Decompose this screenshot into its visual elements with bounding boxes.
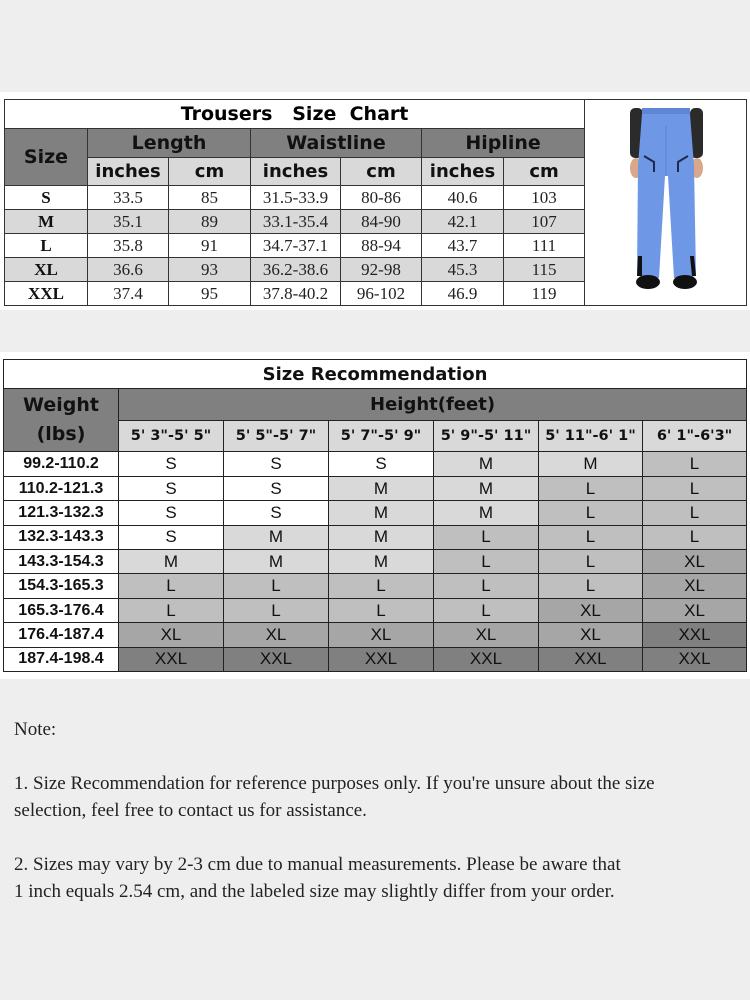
recommended-size: S xyxy=(119,525,224,549)
recommended-size: L xyxy=(119,574,224,598)
height-range-header: 6' 1"-6'3" xyxy=(643,420,747,452)
size-label: XXL xyxy=(5,282,88,306)
cell: 107 xyxy=(504,210,585,234)
cell: 35.1 xyxy=(88,210,169,234)
weight-range: 132.3-143.3 xyxy=(4,525,119,549)
recommended-size: XXL xyxy=(643,647,747,671)
trousers-product-image xyxy=(616,106,716,296)
cell: 40.6 xyxy=(422,186,504,210)
table-row xyxy=(4,501,747,525)
recommended-size: L xyxy=(539,525,643,549)
recommended-size: L xyxy=(643,476,747,500)
size-label: XL xyxy=(5,258,88,282)
cell: 93 xyxy=(169,258,251,282)
note-item-1-line-1: 1. Size Recommendation for reference purposes only. If you're unsure about the size xyxy=(14,773,655,794)
unit-header: cm xyxy=(169,158,251,186)
recommended-size: S xyxy=(224,476,329,500)
cell: 33.1-35.4 xyxy=(251,210,341,234)
recommended-size: L xyxy=(434,550,539,574)
recommendation-title: Size Recommendation xyxy=(4,360,747,389)
recommended-size: XL xyxy=(119,623,224,647)
height-range-header: 5' 7"-5' 9" xyxy=(329,420,434,452)
recommended-size: L xyxy=(539,476,643,500)
cell: 84-90 xyxy=(341,210,422,234)
recommended-size: M xyxy=(329,476,434,500)
table-row xyxy=(4,598,747,622)
hipline-header: Hipline xyxy=(422,129,585,158)
recommended-size: XL xyxy=(643,574,747,598)
product-image-cell xyxy=(585,100,747,306)
unit-header: cm xyxy=(504,158,585,186)
size-label: L xyxy=(5,234,88,258)
recommended-size: M xyxy=(119,550,224,574)
cell: 111 xyxy=(504,234,585,258)
table-row xyxy=(4,647,747,671)
right-boot xyxy=(673,275,697,289)
recommended-size: XXL xyxy=(224,647,329,671)
cell: 95 xyxy=(169,282,251,306)
recommended-size: L xyxy=(434,525,539,549)
unit-header: inches xyxy=(88,158,169,186)
weight-range: 154.3-165.3 xyxy=(4,574,119,598)
recommended-size: L xyxy=(224,598,329,622)
cell: 33.5 xyxy=(88,186,169,210)
weight-range: 143.3-154.3 xyxy=(4,550,119,574)
table-row xyxy=(4,623,747,647)
recommended-size: XL xyxy=(329,623,434,647)
table-row xyxy=(4,452,747,476)
recommended-size: L xyxy=(119,598,224,622)
size-header: Size xyxy=(5,129,88,186)
note-item-1-line-2: selection, feel free to contact us for assistance. xyxy=(14,800,367,821)
recommended-size: XL xyxy=(539,598,643,622)
cell: 31.5-33.9 xyxy=(251,186,341,210)
note-item-2-line-1: 2. Sizes may vary by 2-3 cm due to manual measurements. Please be aware that xyxy=(14,854,621,875)
cell: 115 xyxy=(504,258,585,282)
cell: 91 xyxy=(169,234,251,258)
cell: 37.4 xyxy=(88,282,169,306)
recommended-size: XL xyxy=(643,598,747,622)
recommended-size: L xyxy=(434,574,539,598)
cell: 92-98 xyxy=(341,258,422,282)
recommended-size: M xyxy=(329,501,434,525)
chart-title: Trousers Size Chart xyxy=(5,100,585,129)
recommended-size: XXL xyxy=(539,647,643,671)
recommended-size: M xyxy=(329,550,434,574)
recommended-size: L xyxy=(643,525,747,549)
recommended-size: S xyxy=(224,501,329,525)
cell: 89 xyxy=(169,210,251,234)
cell: 96-102 xyxy=(341,282,422,306)
recommended-size: L xyxy=(643,452,747,476)
weight-range: 176.4-187.4 xyxy=(4,623,119,647)
unit-header: inches xyxy=(251,158,341,186)
recommended-size: XL xyxy=(224,623,329,647)
height-range-header: 5' 9"-5' 11" xyxy=(434,420,539,452)
recommended-size: M xyxy=(329,525,434,549)
cell: 36.6 xyxy=(88,258,169,282)
notes-section xyxy=(14,716,739,905)
height-range-header: 5' 5"-5' 7" xyxy=(224,420,329,452)
recommended-size: XL xyxy=(434,623,539,647)
cell: 36.2-38.6 xyxy=(251,258,341,282)
recommended-size: M xyxy=(434,476,539,500)
recommended-size: M xyxy=(224,525,329,549)
recommended-size: L xyxy=(329,598,434,622)
table-row xyxy=(4,525,747,549)
trousers-size-chart xyxy=(4,99,747,306)
cell: 37.8-40.2 xyxy=(251,282,341,306)
cell: 103 xyxy=(504,186,585,210)
cell: 43.7 xyxy=(422,234,504,258)
table-row xyxy=(4,574,747,598)
cell: 46.9 xyxy=(422,282,504,306)
recommended-size: XXL xyxy=(329,647,434,671)
size-label: S xyxy=(5,186,88,210)
recommended-size: XXL xyxy=(643,623,747,647)
weight-range: 121.3-132.3 xyxy=(4,501,119,525)
note-item-2-line-2: 1 inch equals 2.54 cm, and the labeled size may slightly differ from your order. xyxy=(14,881,615,902)
recommended-size: XXL xyxy=(119,647,224,671)
unit-header: inches xyxy=(422,158,504,186)
recommended-size: S xyxy=(119,501,224,525)
cell: 88-94 xyxy=(341,234,422,258)
left-boot xyxy=(636,275,660,289)
height-header: Height(feet) xyxy=(119,389,747,421)
unit-header: cm xyxy=(341,158,422,186)
recommended-size: L xyxy=(224,574,329,598)
size-recommendation-table xyxy=(3,359,747,672)
cell: 45.3 xyxy=(422,258,504,282)
cell: 119 xyxy=(504,282,585,306)
weight-header-label: Weight xyxy=(23,394,99,417)
weight-header-unit: (lbs) xyxy=(36,423,86,446)
length-header: Length xyxy=(88,129,251,158)
recommended-size: S xyxy=(119,476,224,500)
recommended-size: S xyxy=(329,452,434,476)
recommended-size: S xyxy=(224,452,329,476)
size-label: M xyxy=(5,210,88,234)
recommended-size: L xyxy=(539,501,643,525)
recommended-size: L xyxy=(539,574,643,598)
recommended-size: M xyxy=(224,550,329,574)
recommended-size: M xyxy=(434,452,539,476)
weight-range: 187.4-198.4 xyxy=(4,647,119,671)
table-row xyxy=(4,476,747,500)
recommended-size: M xyxy=(434,501,539,525)
recommended-size: L xyxy=(434,598,539,622)
cell: 34.7-37.1 xyxy=(251,234,341,258)
cell: 85 xyxy=(169,186,251,210)
recommended-size: L xyxy=(539,550,643,574)
weight-header xyxy=(4,389,119,452)
recommended-size: XXL xyxy=(434,647,539,671)
recommended-size: M xyxy=(539,452,643,476)
weight-range: 99.2-110.2 xyxy=(4,452,119,476)
waistline-header: Waistline xyxy=(251,129,422,158)
notes-heading: Note: xyxy=(14,719,57,740)
height-range-header: 5' 11"-6' 1" xyxy=(539,420,643,452)
recommended-size: XL xyxy=(539,623,643,647)
weight-range: 110.2-121.3 xyxy=(4,476,119,500)
recommended-size: L xyxy=(329,574,434,598)
recommended-size: L xyxy=(643,501,747,525)
recommended-size: S xyxy=(119,452,224,476)
cell: 80-86 xyxy=(341,186,422,210)
height-range-header: 5' 3"-5' 5" xyxy=(119,420,224,452)
table-row xyxy=(4,550,747,574)
recommended-size: XL xyxy=(643,550,747,574)
weight-range: 165.3-176.4 xyxy=(4,598,119,622)
cell: 42.1 xyxy=(422,210,504,234)
cell: 35.8 xyxy=(88,234,169,258)
